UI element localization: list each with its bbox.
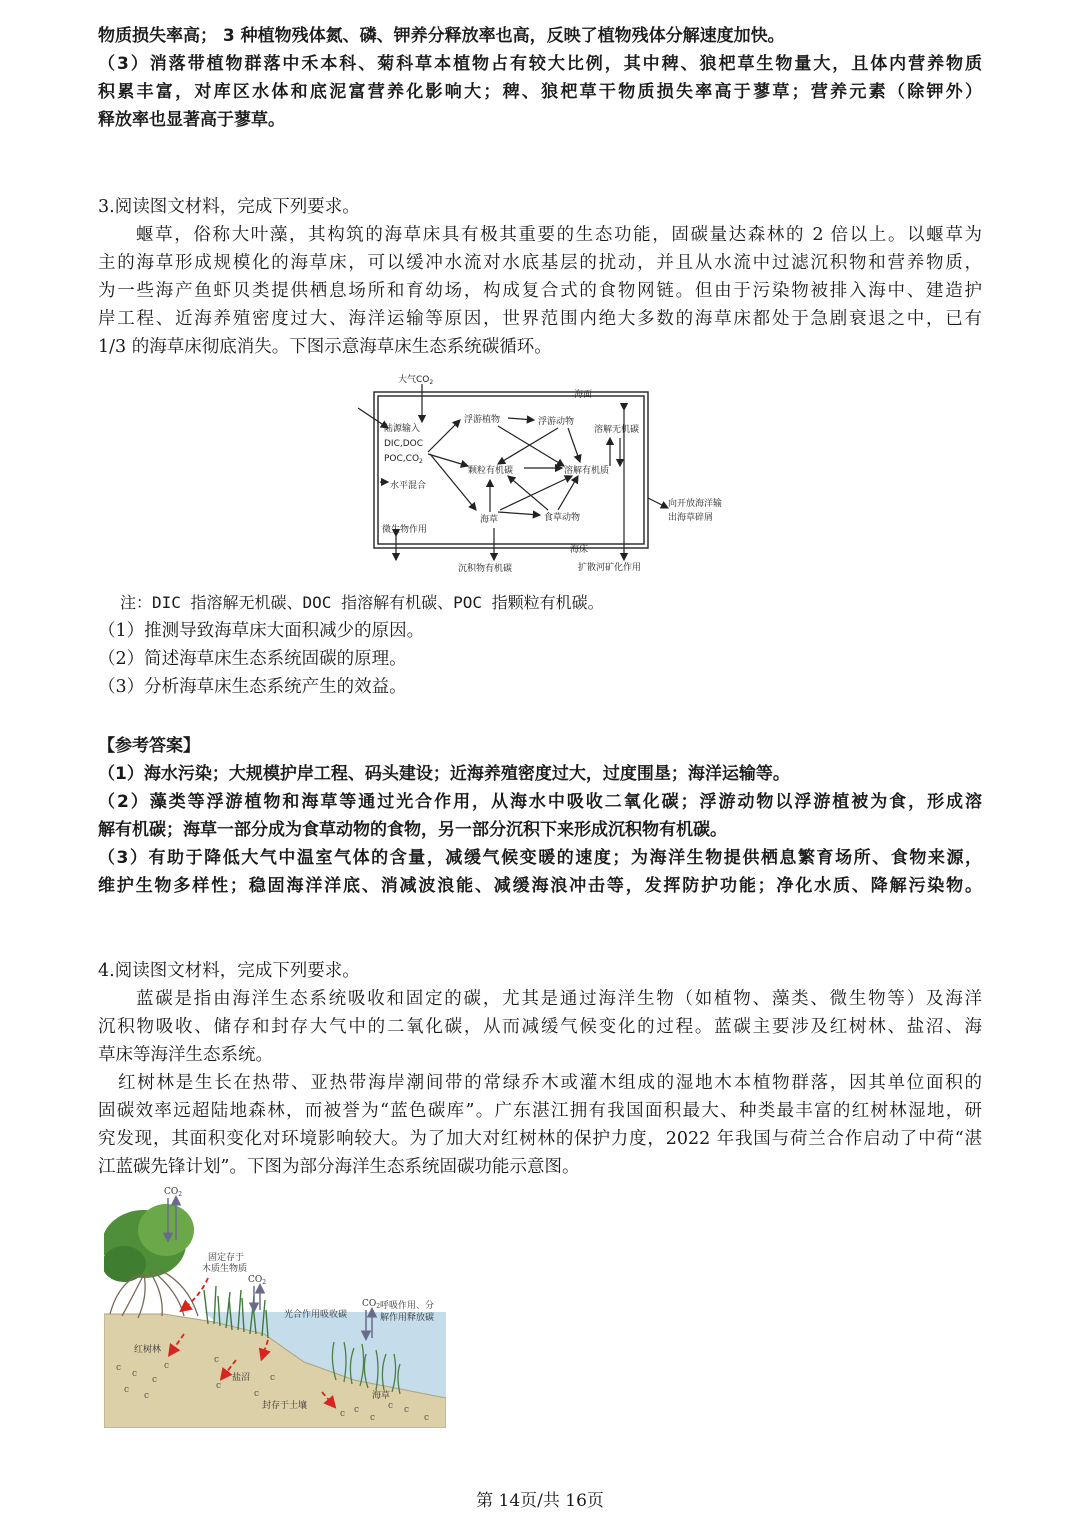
label-resp-1: 呼吸作用、分 [380, 1301, 435, 1311]
paragraph-line: 1/3 的海草床彻底消失。下图示意海草床生态系统碳循环。 [98, 337, 552, 357]
label-soil: 封存于土壤 [262, 1401, 308, 1411]
label-open-ocean-2: 出海草碎屑 [668, 513, 714, 523]
label-microbes: 微生物作用 [382, 525, 428, 535]
label-atm-co2: 大气$CO_2$ [398, 375, 434, 386]
label-dissolved-organic: 溶解有机质 [564, 466, 610, 476]
label-particulate-organic: 颗粒有机碳 [468, 466, 514, 476]
svg-text:c: c [216, 1381, 222, 1391]
svg-text:c: c [370, 1413, 376, 1423]
svg-text:c: c [124, 1385, 130, 1395]
paragraph-line: 岸工程、近海养殖密度过大、海洋运输等原因，世界范围内绝大多数的海草床都处于急剧衰退之中，已有 [98, 309, 982, 329]
label-phytoplankton: 浮游植物 [464, 415, 501, 425]
question-heading: 4.阅读图文材料，完成下列要求。 [98, 961, 360, 981]
label-land-input: 陆源输入 [384, 424, 421, 434]
answer-line: （1）海水污染；大规模护岸工程、码头建设；近海养殖密度过大，过度围垦；海洋运输等。 [98, 764, 790, 784]
label-sea-surface: 海面 [574, 390, 593, 400]
svg-text:c: c [340, 1409, 346, 1419]
page-footer: 第 14页/共 16页 [476, 1491, 604, 1511]
paragraph-line: 江蓝碳先锋计划”。下图为部分海洋生态系统固碳功能示意图。 [98, 1157, 580, 1177]
svg-text:c: c [152, 1375, 158, 1385]
label-dissolved-inorganic: 溶解无机碳 [594, 425, 640, 435]
answer-line: 解有机碳；海草一部分成为食草动物的食物，另一部分沉积下来形成沉积物有机碳。 [98, 820, 727, 840]
answer-line: （2）藻类等浮游植物和海草等通过光合作用，从海水中吸收二氧化碳；浮游动物以浮游植被为食，形成溶 [98, 792, 982, 812]
label-diffusion: 扩散河矿化作用 [578, 563, 642, 573]
svg-text:c: c [164, 1361, 170, 1371]
label-sediment-organic: 沉积物有机碳 [458, 564, 513, 574]
label-horizontal-mixing: 水平混合 [390, 481, 427, 491]
label-wood-2: 木质生物质 [202, 1264, 248, 1274]
answer-line: 维护生物多样性；稳固海洋洋底、消减波浪能、减缓海浪冲击等，发挥防护功能；净化水质、降解污染物。 [98, 876, 982, 896]
label-mangrove: 红树林 [134, 1345, 162, 1355]
paragraph-line: 沉积物吸收、储存和封存大气中的二氧化碳，从而减缓气候变化的过程。蓝碳主要涉及红树林、盐沼、海 [98, 1017, 982, 1037]
text-line: 释放率也显著高于蓼草。 [98, 110, 285, 130]
answer-title: 【参考答案】 [98, 736, 200, 756]
co2-label-1: $CO_2$ [164, 1187, 183, 1198]
question-item: （3）分析海草床生态系统产生的效益。 [98, 677, 407, 697]
label-dic-doc: DIC,DOC [384, 439, 424, 449]
carbon-cycle-diagram [358, 370, 738, 580]
label-wood-1: 固定存于 [208, 1253, 245, 1263]
paragraph-line: 蝘草，俗称大叶藻，其构筑的海草床具有极其重要的生态功能，固碳量达森林的 2 倍以上。以蝘草为 [136, 225, 982, 245]
label-seabed: 海床 [570, 545, 589, 555]
svg-text:c: c [424, 1413, 430, 1423]
paragraph-line: 固碳效率远超陆地森林，而被誉为“蓝色碳库”。广东湛江拥有我国面积最大、种类最丰富的红树林湿地，研 [98, 1101, 982, 1121]
label-zooplankton: 浮游动物 [538, 417, 575, 427]
svg-text:c: c [388, 1401, 394, 1411]
label-herbivores: 食草动物 [544, 513, 581, 523]
label-salt-marsh: 盐沼 [232, 1373, 251, 1383]
label-photosynthesis: 光合作用吸收碳 [284, 1310, 348, 1320]
text-line: 积累丰富，对库区水体和底泥富营养化影响大；稗、狼杷草干物质损失率高于蓼草；营养元素（除钾外） [98, 82, 982, 102]
paragraph-line: 为一些海产鱼虾贝类提供栖息场所和育幼场，构成复合式的食物网链。但由于污染物被排入海中、建造护 [98, 281, 982, 301]
mangrove-tree [104, 1204, 198, 1318]
answer-line: （3）有助于降低大气中温室气体的含量，减缓气候变暖的速度；为海洋生物提供栖息繁育场所、食物来源， [98, 848, 982, 868]
label-poc-co2: $POC,CO_2$ [384, 454, 423, 465]
question-heading: 3.阅读图文材料，完成下列要求。 [98, 197, 360, 217]
paragraph-line: 主的海草形成规模化的海草床，可以缓冲水流对水底基层的扰动，并且从水流中过滤沉积物和营养物质， [98, 253, 982, 273]
svg-text:c: c [116, 1363, 122, 1373]
paragraph-line: 红树林是生长在热带、亚热带海岸潮间带的常绿乔木或灌木组成的湿地木本植物群落，因其单位面积的 [118, 1073, 982, 1093]
paragraph-line: 究发现，其面积变化对环境影响较大。为了加大对红树林的保护力度，2022 年我国与荷兰合作启动了中荷“湛 [98, 1129, 982, 1149]
svg-text:c: c [254, 1389, 260, 1399]
text-line: （3）消落带植物群落中禾本科、菊科草本植物占有较大比例，其中稗、狼杷草生物量大，且体内营养物质 [98, 54, 982, 74]
blue-carbon-figure [104, 1184, 446, 1428]
svg-text:c: c [404, 1405, 410, 1415]
paragraph-line: 草床等海洋生态系统。 [98, 1045, 273, 1065]
co2-label-2: $CO_2$ [248, 1275, 267, 1286]
svg-text:c: c [354, 1405, 360, 1415]
paragraph-line: 蓝碳是指由海洋生态系统吸收和固定的碳，尤其是通过海洋生物（如植物、藻类、微生物等）及海洋 [136, 989, 982, 1009]
text-line: 物质损失率高； 3 种植物残体氮、磷、钾养分释放率也高，反映了植物残体分解速度加快。 [98, 26, 785, 46]
svg-text:c: c [270, 1373, 276, 1383]
question-item: （1）推测导致海草床大面积减少的原因。 [98, 621, 425, 641]
svg-text:c: c [144, 1391, 150, 1401]
figure-note: 注：DIC 指溶解无机碳、DOC 指溶解有机碳、POC 指颗粒有机碳。 [120, 593, 604, 612]
label-open-ocean: 向开放海洋输 [668, 499, 723, 509]
question-item: （2）简述海草床生态系统固碳的原理。 [98, 649, 407, 669]
label-seagrass: 海草 [372, 1391, 391, 1401]
label-resp-2: 解作用释放碳 [380, 1313, 435, 1323]
svg-text:c: c [214, 1355, 220, 1365]
label-seagrass: 海草 [480, 515, 499, 525]
co2-label-3: $CO_2$ [362, 1299, 381, 1310]
svg-text:c: c [132, 1369, 138, 1379]
